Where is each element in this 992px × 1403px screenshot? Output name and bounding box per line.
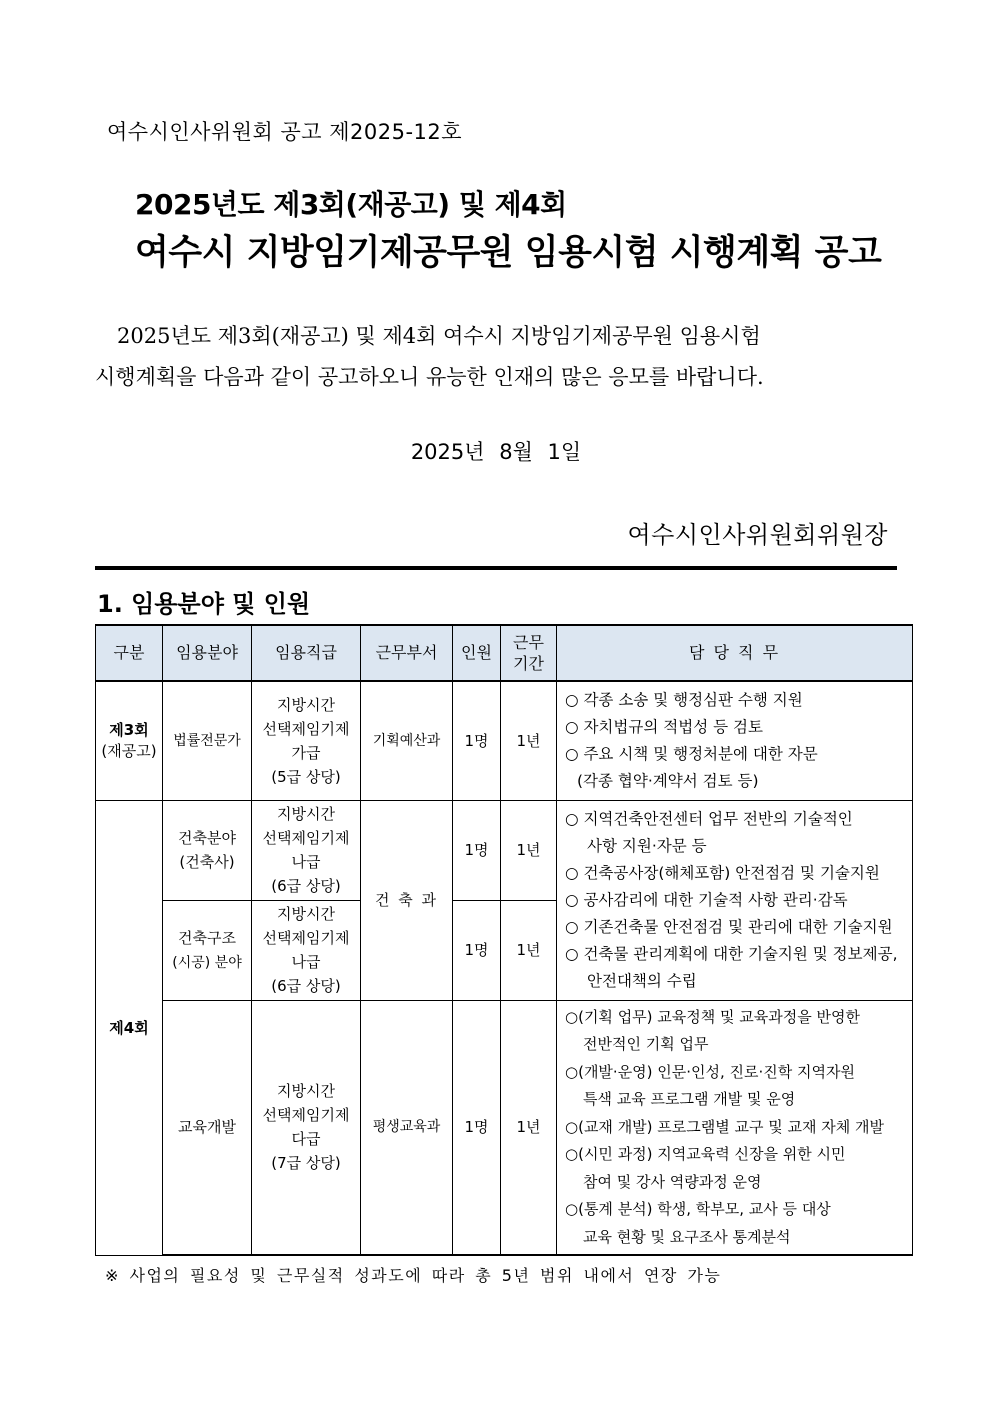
- intro-line-1: 2025년도 제3회(재공고) 및 제4회 여수시 지방임기제공무원 임용시험: [117, 324, 761, 348]
- grade-cell: 지방시간 선택제임기제 나급 (6급 상당): [252, 800, 361, 900]
- duty-item: ○ 건축물 관리계획에 대한 기술지원 및 정보제공,: [565, 944, 898, 963]
- signer: 여수시인사위원회위원장: [627, 521, 888, 549]
- header-field: 임용분야: [163, 625, 252, 681]
- duty-item: ○ 주요 시책 및 행정처분에 대한 자문: [565, 744, 818, 763]
- page-title-line2: 여수시 지방임기제공무원 임용시험 시행계획 공고: [135, 233, 882, 273]
- duty-item: 교육 현황 및 요구조사 통계분석: [583, 1227, 791, 1246]
- count-cell: 1명: [453, 800, 501, 900]
- duty-item: ○ 기존건축물 안전점검 및 관리에 대한 기술지원: [565, 917, 893, 936]
- duty-item: 참여 및 강사 역량과정 운영: [583, 1172, 762, 1191]
- notice-number: 여수시인사위원회 공고 제2025-12호: [107, 120, 463, 144]
- intro-paragraph: [95, 316, 895, 398]
- duty-item: ○ 지역건축안전센터 업무 전반의 기술적인: [565, 809, 853, 828]
- footnote: ※ 사업의 필요성 및 근무실적 성과도에 따라 총 5년 범위 내에서 연장 가능: [105, 1266, 722, 1285]
- intro-line-2: 시행계획을 다음과 같이 공고하오니 유능한 인재의 많은 응모를 바랍니다.: [95, 365, 764, 389]
- duty-item: ○(교재 개발) 프로그램별 교구 및 교재 자체 개발: [565, 1117, 884, 1136]
- department-cell: 기획예산과: [361, 681, 453, 800]
- duties-cell: [557, 681, 913, 800]
- duty-item: ○(통계 분석) 학생, 학부모, 교사 등 대상: [565, 1200, 831, 1218]
- field-cell: 건축구조 (시공) 분야: [163, 900, 252, 1000]
- duty-item: (각종 협약·계약서 검토 등): [577, 771, 759, 790]
- grade-cell: 지방시간 선택제임기제 가급 (5급 상당): [252, 681, 361, 800]
- department-cell: 평생교육과: [361, 1000, 453, 1255]
- department-cell: 건 축 과: [361, 800, 453, 1000]
- header-category: 구분: [96, 625, 163, 681]
- divider: [95, 566, 897, 570]
- term-cell: 1년: [501, 681, 557, 800]
- header-duties: 담 당 직 무: [557, 625, 913, 681]
- duty-item: ○(개발·운영) 인문·인성, 진로·진학 지역자원: [565, 1062, 856, 1081]
- header-count: 인원: [453, 625, 501, 681]
- count-cell: 1명: [453, 1000, 501, 1255]
- header-grade: 임용직급: [252, 625, 361, 681]
- section-title: 1. 임용분야 및 인원: [97, 590, 311, 618]
- duty-item: ○ 공사감리에 대한 기술적 사항 관리·감독: [565, 890, 848, 909]
- duty-item: ○ 각종 소송 및 행정심판 수행 지원: [565, 690, 803, 709]
- header-term: 근무 기간: [501, 625, 557, 681]
- recruitment-table: [95, 624, 913, 1256]
- category-cell: 제3회 (재공고): [96, 681, 163, 800]
- term-cell: 1년: [501, 800, 557, 900]
- duty-item: 특색 교육 프로그램 개발 및 운영: [583, 1090, 796, 1108]
- term-cell: 1년: [501, 1000, 557, 1255]
- duty-item: 사항 지원·자문 등: [587, 836, 707, 855]
- term-cell: 1년: [501, 900, 557, 1000]
- header-department: 근무부서: [361, 625, 453, 681]
- table-header-row: [96, 625, 913, 681]
- count-cell: 1명: [453, 681, 501, 800]
- duty-item: 전반적인 기획 업무: [583, 1035, 709, 1053]
- table-row: [96, 1000, 913, 1255]
- grade-cell: 지방시간 선택제임기제 다급 (7급 상당): [252, 1000, 361, 1255]
- duty-item: ○(기획 업무) 교육정책 및 교육과정을 반영한: [565, 1007, 860, 1026]
- table-row: [96, 681, 913, 800]
- duty-item: ○(시민 과정) 지역교육력 신장을 위한 시민: [565, 1145, 846, 1163]
- page-title-line1: 2025년도 제3회(재공고) 및 제4회: [135, 188, 567, 221]
- duty-item: ○ 건축공사장(해체포함) 안전점검 및 기술지원: [565, 863, 880, 882]
- category-cell: 제4회: [96, 800, 163, 1255]
- duties-cell: [557, 800, 913, 1000]
- notice-date: 2025년 8월 1일: [410, 440, 582, 464]
- count-cell: 1명: [453, 900, 501, 1000]
- duties-cell: [557, 1000, 913, 1255]
- field-cell: 법률전문가: [163, 681, 252, 800]
- field-cell: 건축분야 (건축사): [163, 800, 252, 900]
- grade-cell: 지방시간 선택제임기제 나급 (6급 상당): [252, 900, 361, 1000]
- field-cell: 교육개발: [163, 1000, 252, 1255]
- duty-item: ○ 자치법규의 적법성 등 검토: [565, 717, 763, 736]
- duty-item: 안전대책의 수립: [587, 971, 697, 990]
- table-row: [96, 800, 913, 900]
